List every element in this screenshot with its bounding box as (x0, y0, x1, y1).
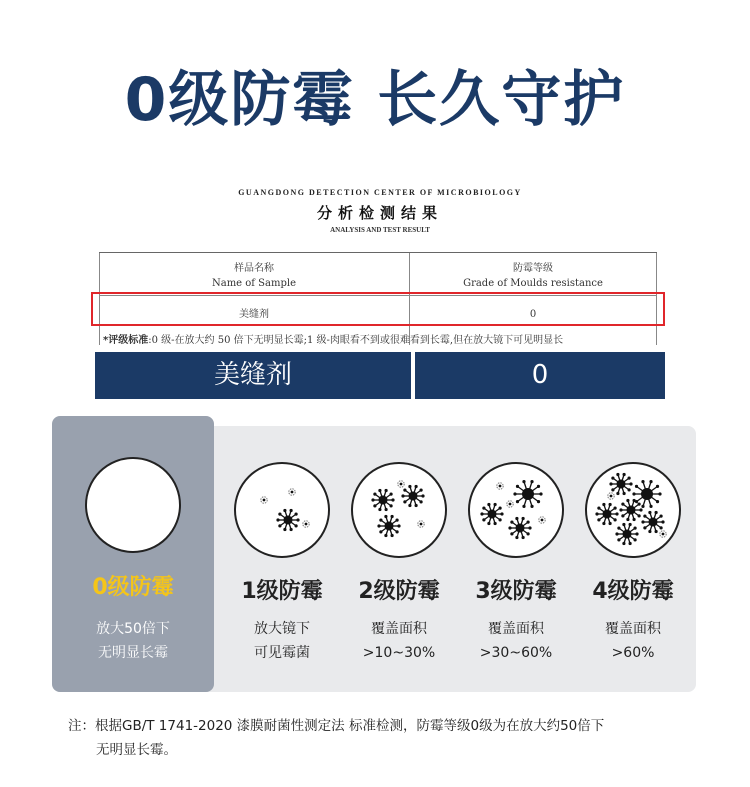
header-grade-cn: 防霉等级 (513, 263, 553, 274)
spore-mark (371, 489, 394, 511)
spore-mark (615, 523, 638, 545)
header-sample-cn: 样品名称 (234, 263, 274, 274)
mould-spots-icon (236, 464, 328, 556)
spore-dot (660, 531, 666, 537)
header-grade-en: Grade of Moulds resistance (463, 278, 603, 289)
spore-dot (289, 489, 295, 495)
grade-1-desc-line2: 可见霉菌 (254, 645, 310, 661)
mould-spots-icon (353, 464, 445, 556)
spore-mark (276, 509, 299, 531)
header-sample-en: Name of Sample (211, 278, 296, 289)
grading-criteria (103, 331, 663, 346)
grade-4-desc-line2: >60% (611, 645, 655, 661)
grade-1-desc (220, 617, 344, 665)
spore-dot (418, 521, 424, 527)
spore-mark (609, 473, 632, 495)
spore-mark (508, 517, 531, 539)
grade-0-circle-icon (85, 457, 181, 553)
table-cell-grade: 0 (529, 309, 537, 320)
spore-dot (497, 483, 503, 489)
footnote-line2: 无明显长霉。 (96, 742, 177, 758)
page-title: 0级防霉 长久守护 (124, 65, 626, 135)
report-center-name: GUANGDONG DETECTION CENTER OF MICROBIOLOGY (238, 188, 522, 197)
criteria-label: *评级标准 (103, 335, 149, 346)
spore-mark (401, 485, 424, 507)
spore-dot (507, 501, 513, 507)
result-bar-sample: 美缝剂 (95, 352, 411, 399)
highlight-box (91, 292, 665, 326)
grade-1-mould-icon (234, 462, 330, 558)
grade-0-desc-line1: 放大50倍下 (96, 621, 170, 637)
table-header-sample (99, 261, 409, 291)
spore-mark (377, 515, 400, 537)
report-title-en: ANALYSIS AND TEST RESULT (330, 226, 430, 234)
grade-3-title: 3级防霉 (475, 579, 557, 604)
grade-1-title: 1级防霉 (241, 579, 323, 604)
grade-3-mould-icon (468, 462, 564, 558)
grade-3-desc-line1: 覆盖面积 (488, 621, 544, 637)
grade-2-desc-line1: 覆盖面积 (371, 621, 427, 637)
grade-1-desc-line1: 放大镜下 (254, 621, 310, 637)
spore-mark (641, 511, 664, 533)
spore-mark (513, 480, 542, 508)
table-header-grade (409, 261, 657, 291)
spore-mark (632, 480, 661, 508)
grade-2-title: 2级防霉 (358, 579, 440, 604)
footnote (68, 714, 708, 762)
spore-mark (595, 503, 618, 525)
mould-spots-icon (587, 464, 679, 556)
spore-dot (398, 481, 404, 487)
grade-4-desc (571, 617, 695, 665)
criteria-text: :0 级-在放大约 50 倍下无明显长霉;1 级-肉眼看不到或很难看到长霉,但在放大镜下可见明显长 (148, 335, 564, 346)
grade-3-desc (454, 617, 578, 665)
spore-dot (608, 493, 614, 499)
grade-4-desc-line1: 覆盖面积 (605, 621, 661, 637)
grade-2-desc (337, 617, 461, 665)
grade-0-desc (71, 617, 195, 665)
spore-mark (619, 499, 642, 521)
spore-dot (539, 517, 545, 523)
grade-4-title: 4级防霉 (592, 579, 674, 604)
mould-spots-icon (470, 464, 562, 556)
spore-mark (480, 503, 503, 525)
grade-2-mould-icon (351, 462, 447, 558)
footnote-line1: 注：根据GB/T 1741-2020 漆膜耐菌性测定法 标准检测，防霉等级0级为在放大约50倍下 (68, 718, 605, 734)
table-cell-sample: 美缝剂 (239, 309, 269, 320)
grade-0-desc-line2: 无明显长霉 (98, 645, 168, 661)
report-title-cn: 分析检测结果 (316, 204, 443, 222)
grade-2-desc-line2: >10~30% (362, 645, 436, 661)
grade-3-desc-line2: >30~60% (479, 645, 553, 661)
result-bar-grade: 0 (415, 352, 665, 399)
spore-dot (261, 497, 267, 503)
spore-dot (303, 521, 309, 527)
grade-0-title: 0级防霉 (92, 575, 174, 600)
grade-4-mould-icon (585, 462, 681, 558)
